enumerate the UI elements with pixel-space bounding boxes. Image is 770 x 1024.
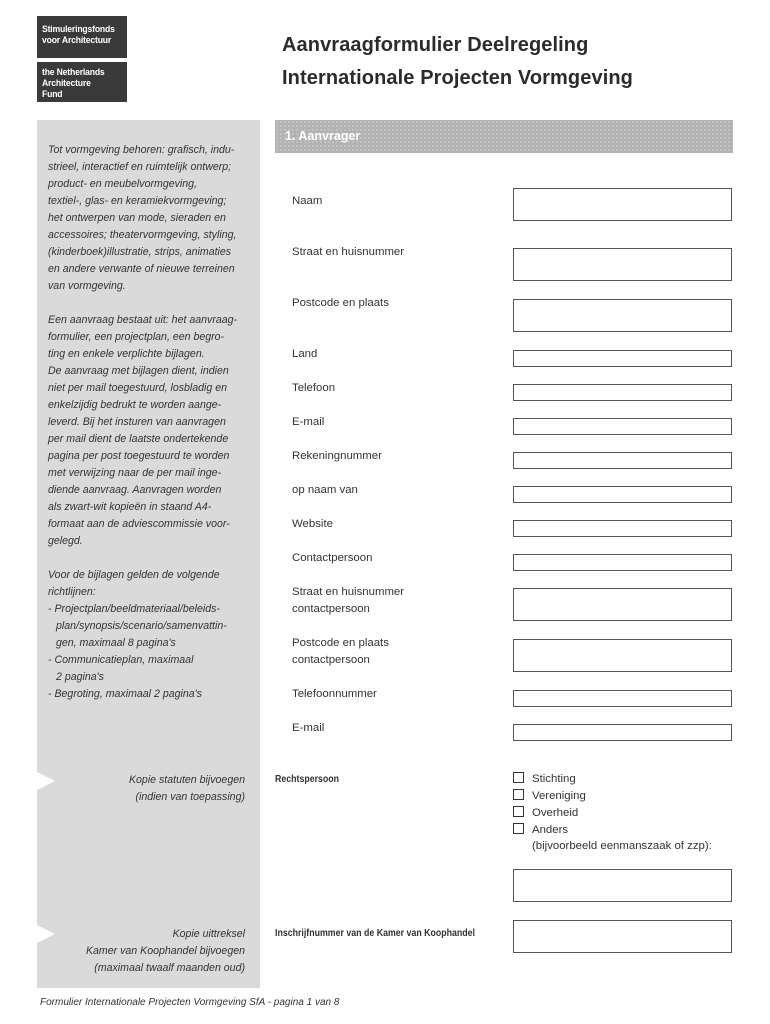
option-stichting[interactable]: Stichting [513,772,576,785]
label-website: Website [292,518,333,530]
logo [37,16,127,102]
checkbox-icon[interactable] [513,789,524,800]
rechtspersoon-label: Rechtspersoon [275,774,340,785]
opnaam-field[interactable] [513,486,732,503]
label-contact-email: E-mail [292,722,325,734]
anders-field[interactable] [513,869,732,902]
label-contact-postcode: Postcode en plaats contactpersoon [292,637,389,666]
section-heading: 1. Aanvrager [275,120,733,153]
statuten-note: Kopie statuten bijvoegen (indien van toepassing) [128,774,245,803]
label-straat: Straat en huisnummer [292,246,405,258]
label-rekening: Rekeningnummer [292,450,382,462]
logo-text-bottom: the Netherlands Architecture Fund [42,67,105,100]
kvk-note: Kopie uittreksel Kamer van Koophandel bijvoegen (maximaal twaalf maanden oud) [85,928,245,974]
checkbox-icon[interactable] [513,806,524,817]
website-field[interactable] [513,520,732,537]
kvk-label: Inschrijfnummer van de Kamer van Koophandel [275,928,476,939]
option-anders[interactable]: Anders [513,823,568,836]
contact-straat-field[interactable] [513,588,732,621]
label-naam: Naam [292,195,323,207]
checkbox-icon[interactable] [513,823,524,834]
option-overheid[interactable]: Overheid [513,806,578,819]
label-postcode: Postcode en plaats [292,297,389,309]
contact-email-field[interactable] [513,724,732,741]
label-telefoon: Telefoon [292,382,336,394]
label-opnaam: op naam van [292,484,358,496]
label-contact-straat: Straat en huisnummer contactpersoon [292,586,405,615]
logo-divider [37,58,127,62]
contact-postcode-field[interactable] [513,639,732,672]
checkbox-icon[interactable] [513,772,524,783]
straat-field[interactable] [513,248,732,281]
label-contact: Contactpersoon [292,552,373,564]
rekening-field[interactable] [513,452,732,469]
land-field[interactable] [513,350,732,367]
page-title-line1: Aanvraagformulier Deelregeling [282,34,589,56]
email-field[interactable] [513,418,732,435]
label-contact-telefoon: Telefoonnummer [292,688,377,700]
postcode-field[interactable] [513,299,732,332]
option-vereniging[interactable]: Vereniging [513,789,586,802]
anders-note: (bijvoorbeeld eenmanszaak of zzp): [532,840,712,852]
logo-text-top: Stimuleringsfonds voor Architectuur [42,24,115,46]
contact-telefoon-field[interactable] [513,690,732,707]
page-footer: Formulier Internationale Projecten Vormgeving SfA - pagina 1 van 8 [40,997,340,1008]
page-title-line2: Internationale Projecten Vormgeving [282,67,633,89]
naam-field[interactable] [513,188,732,221]
kvk-field[interactable] [513,920,732,953]
sidebar-text: Tot vormgeving behoren: grafisch, indu- strieel, interactief en ruimtelijk ontwerp; product- en meubelvormgeving, textiel-, glas- en keramiekvormgeving; het ontwerpen van mode, sieraden en accessoires; theatervormgeving, styling, (kinderboek)illustratie, strips, animaties en andere verwante of nieuwe terreinen van vormgeving. Een aanvraag bestaat uit: het aanvraag- formulier, een projectplan, een begro- ting en enkele verplichte bijlagen. De aanvraag met bijlagen dient, indien niet per mail toegestuurd, losbladig en enkelzijdig bedrukt te worden aange- leverd. Bij het insturen van aanvragen per mail dient de laatste ondertekende pagina per post toegestuurd te worden met verwijzing naar de per mail inge- diende aanvraag. Aanvragen worden als zwart-wit kopieën in staand A4- formaat aan de adviescommissie voor- gelegd. Voor de bijlagen gelden de volgende richtlijnen: - Projectplan/beeldmateriaal/beleids- plan/synopsis/scenario/samenvattin- gen, maximaal 8 pagina's - Communicatieplan, maximaal 2 pagina's - Begroting, maximaal 2 pagina's [48,144,238,700]
label-land: Land [292,348,318,360]
contact-field[interactable] [513,554,732,571]
label-email: E-mail [292,416,325,428]
telefoon-field[interactable] [513,384,732,401]
